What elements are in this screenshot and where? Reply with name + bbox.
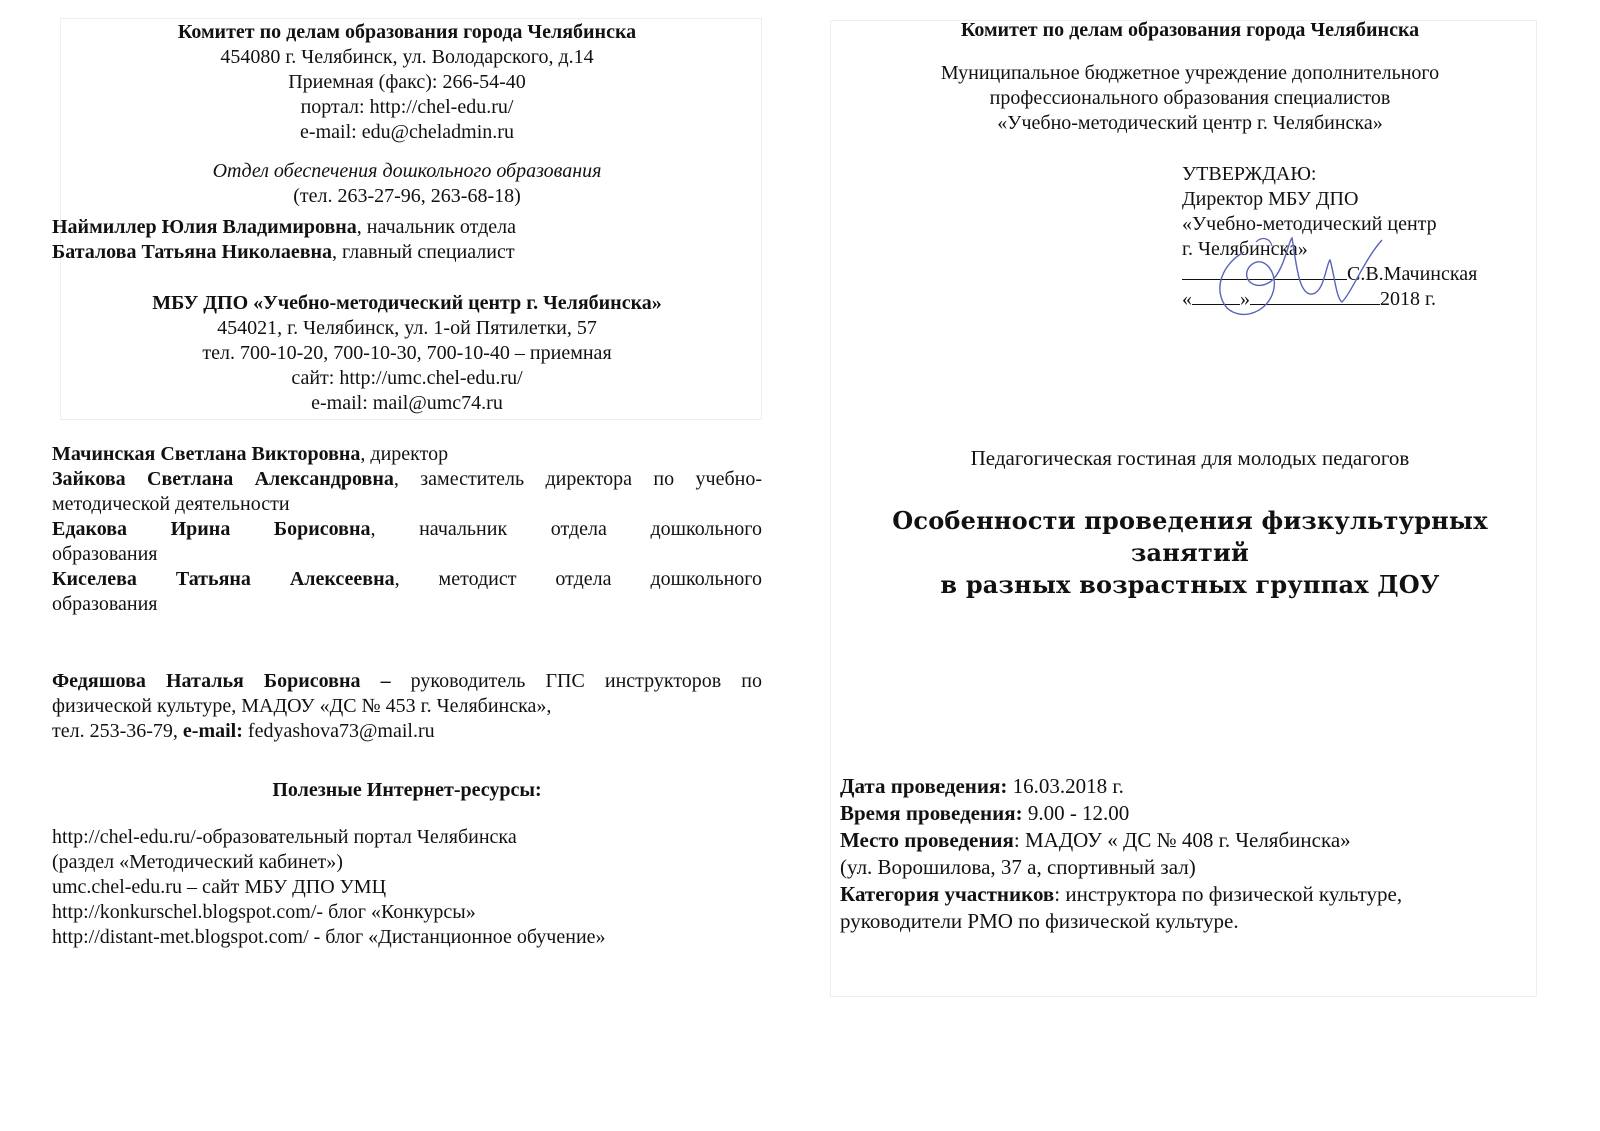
center-staff-1: Мачинская Светлана Викторовна, директор — [52, 443, 449, 465]
leader-line-2: физической культуре, МАДОУ «ДС № 453 г. Челябинска», — [52, 695, 552, 717]
center-staff-2-cont: методической деятельности — [52, 493, 290, 515]
center-name: МБУ ДПО «Учебно-методический центр г. Челябинска» — [152, 292, 662, 314]
approval-title-1: Директор МБУ ДПО — [1182, 188, 1359, 210]
right-panel — [800, 0, 1600, 1131]
center-staff-4-cont: образования — [52, 593, 158, 615]
handwritten-signature — [1192, 212, 1392, 322]
center-site: сайт: http://umc.chel-edu.ru/ — [291, 367, 523, 389]
committee-email: e-mail: edu@cheladmin.ru — [300, 121, 514, 143]
approval-title-3: г. Челябинска» — [1182, 238, 1308, 260]
leader-line-3: тел. 253-36-79, e-mail: fedyashova73@mail.ru — [52, 720, 435, 742]
resource-item-1: http://chel-edu.ru/-образовательный портал Челябинска — [52, 826, 517, 848]
event-type: Педагогическая гостиная для молодых педагогов — [970, 446, 1410, 470]
resource-item-4: http://konkurschel.blogspot.com/- блог «Конкурсы» — [52, 901, 476, 923]
approval-block — [1182, 162, 1482, 312]
committee-portal: портал: http://chel-edu.ru/ — [300, 96, 514, 118]
event-title-line-1: Особенности проведения физкультурных занятий — [892, 506, 1488, 567]
right-committee-name: Комитет по делам образования города Челябинска — [960, 19, 1420, 41]
committee-name: Комитет по делам образования города Челябинска — [177, 21, 637, 43]
department-phone: (тел. 263-27-96, 263-68-18) — [293, 185, 521, 207]
approval-title-2: «Учебно-методический центр — [1182, 213, 1437, 235]
event-date: Дата проведения: 16.03.2018 г. — [840, 774, 1124, 798]
dept-staff-2: Баталова Татьяна Николаевна, главный специалист — [52, 241, 515, 263]
event-category: Категория участников: инструктора по физической культуре, — [840, 882, 1403, 906]
event-title-line-2: в разных возрастных группах ДОУ — [940, 570, 1440, 599]
center-phone: тел. 700-10-20, 700-10-30, 700-10-40 – приемная — [202, 342, 612, 364]
approval-date: « » 2018 г. — [1182, 288, 1436, 310]
center-staff-3-cont: образования — [52, 543, 158, 565]
center-staff-2: Зайкова Светлана Александровна, заместитель директора по учебно- — [52, 468, 762, 490]
center-address: 454021, г. Челябинск, ул. 1-ой Пятилетки, 57 — [217, 317, 597, 339]
approval-approve: УТВЕРЖДАЮ: — [1182, 163, 1317, 185]
committee-address: 454080 г. Челябинск, ул. Володарского, д.14 — [220, 46, 594, 68]
event-category-line-2: руководители РМО по физической культуре. — [840, 909, 1239, 933]
leader-line-1: Федяшова Наталья Борисовна – руководитель ГПС инструкторов по — [52, 670, 763, 692]
committee-phone: Приемная (факс): 266-54-40 — [288, 71, 526, 93]
center-staff-4: Киселева Татьяна Алексеевна, методист отдела дошкольного — [52, 568, 762, 590]
center-staff-3: Едакова Ирина Борисовна, начальник отдела дошкольного — [52, 518, 762, 540]
institution-line-2: профессионального образования специалистов — [989, 87, 1391, 109]
resource-item-3: umc.chel-edu.ru – сайт МБУ ДПО УМЦ — [52, 876, 387, 898]
institution-line-3: «Учебно-методический центр г. Челябинска» — [997, 112, 1383, 134]
event-time: Время проведения: 9.00 - 12.00 — [840, 801, 1130, 825]
event-place-address: (ул. Ворошилова, 37 а, спортивный зал) — [840, 855, 1196, 879]
department-name: Отдел обеспечения дошкольного образования — [212, 160, 602, 182]
institution-line-1: Муниципальное бюджетное учреждение дополнительного — [940, 62, 1440, 84]
signer-name: С.В.Мачинская — [1347, 263, 1478, 285]
dept-staff-1: Наймиллер Юлия Владимировна, начальник отдела — [52, 216, 517, 238]
resource-item-2: (раздел «Методический кабинет») — [52, 851, 343, 873]
resources-heading: Полезные Интернет-ресурсы: — [272, 779, 542, 801]
event-place: Место проведения: МАДОУ « ДС № 408 г. Челябинска» — [840, 828, 1351, 852]
center-email: e-mail: mail@umc74.ru — [311, 392, 503, 414]
resource-item-5: http://distant-met.blogspot.com/ - блог «Дистанционное обучение» — [52, 926, 606, 948]
